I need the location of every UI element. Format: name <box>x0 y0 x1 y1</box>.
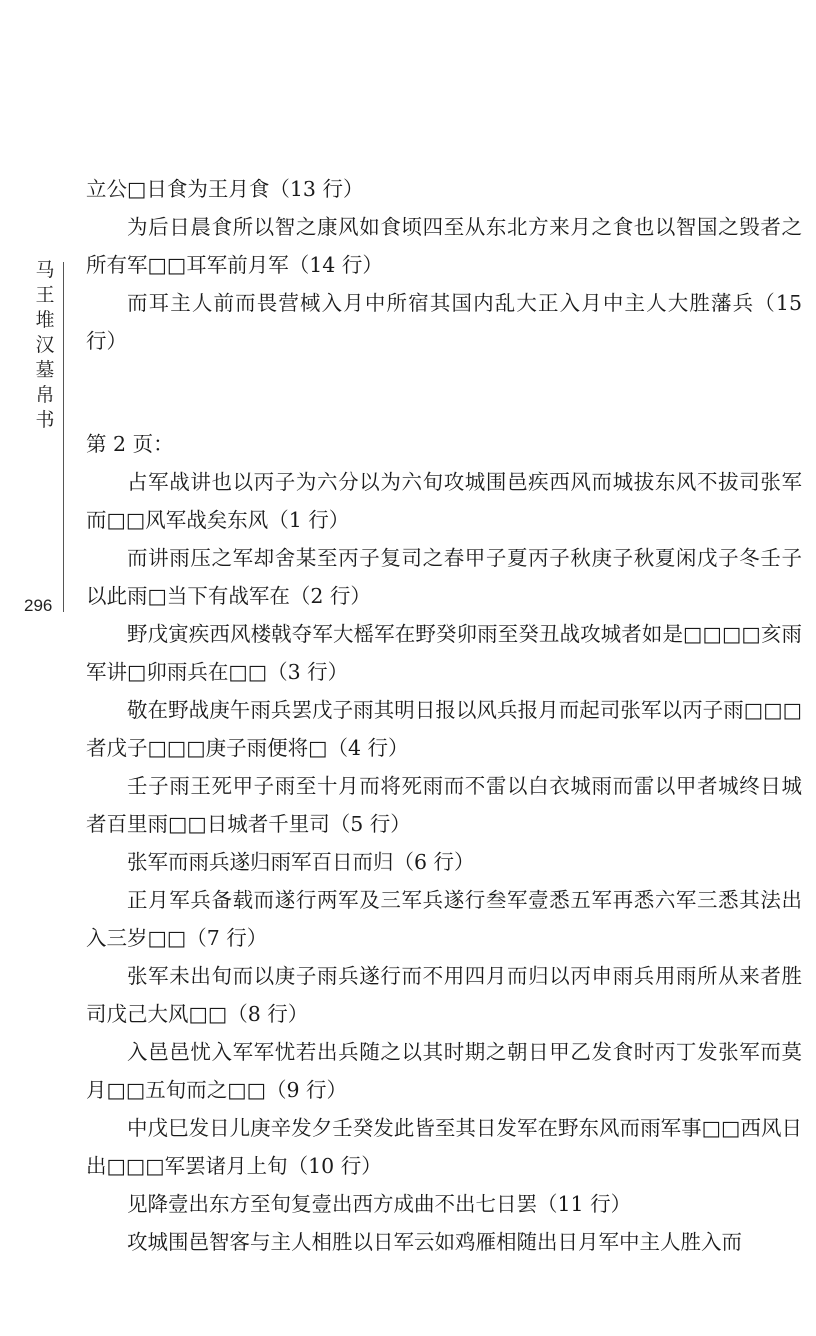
text-line-11: 见降壹出东方至旬复壹出西方成曲不出七日罢（11 行） <box>127 1192 632 1216</box>
text-line-14: 为后日晨食所以智之康风如食顷四至从东北方来月之食也以智国之毁者之所有军□□耳军前月军（14 行） <box>86 215 802 277</box>
text-line-9: 入邑邑忧入军军忧若出兵随之以其时期之朝日甲乙发食时丙丁发张军而莫月□□五旬而之□□（9 行） <box>86 1040 802 1102</box>
text-line-8: 张军未出旬而以庚子雨兵遂行而不用四月而归以丙申雨兵用雨所从来者胜司戊己大风□□（8 行） <box>86 964 802 1026</box>
text-block-page-1-end <box>86 170 802 360</box>
text-line-13: 立公□日食为王月食（13 行） <box>86 177 364 201</box>
text-line-7: 正月军兵备载而遂行两军及三军兵遂行叁军壹悉五军再悉六军三悉其法出入三岁□□（7 行） <box>86 888 802 950</box>
text-line-5: 壬子雨王死甲子雨至十月而将死雨而不雷以白衣城雨而雷以甲者城终日城者百里雨□□日城者千里司（5 行） <box>86 774 802 836</box>
text-line-1: 占军战讲也以丙子为六分以为六旬攻城围邑疾西风而城拔东风不拔司张军而□□风军战矣东风（1 行） <box>86 470 802 532</box>
page-number: 296 <box>24 596 53 615</box>
text-line-2: 而讲雨压之军却舍某至丙子复司之春甲子夏丙子秋庚子秋夏闲戊子冬壬子以此雨□当下有战军在（2 行） <box>86 546 802 608</box>
text-line-12-partial: 攻城围邑智客与主人相胜以日军云如鸡雁相随出日月军中主人胜入而 <box>127 1230 742 1254</box>
text-block-page-2 <box>86 425 802 1261</box>
text-line-6: 张军而雨兵遂归雨军百日而归（6 行） <box>127 850 475 874</box>
text-line-4: 敬在野战庚午雨兵罢戊子雨其明日报以风兵报月而起司张军以丙子雨□□□者戊子□□□庚子雨便将□（4 行） <box>86 698 802 760</box>
text-line-10: 中戊巳发日儿庚辛发夕壬癸发此皆至其日发军在野东风而雨军事□□西风日出□□□军罢诸月上旬（10 行） <box>86 1116 802 1178</box>
margin-divider-line <box>63 262 64 612</box>
running-book-title: 马王堆汉墓帛书 <box>35 259 55 431</box>
text-line-15: 而耳主人前而畏营棫入月中所宿其国内乱大正入月中主人大胜藩兵（15 行） <box>86 291 802 353</box>
text-line-3: 野戊寅疾西风楼戟夺军大榣军在野癸卯雨至癸丑战攻城者如是□□□□亥雨军讲□卯雨兵在□□（3 行） <box>86 622 802 684</box>
page-2-heading: 第 2 页： <box>86 432 174 456</box>
